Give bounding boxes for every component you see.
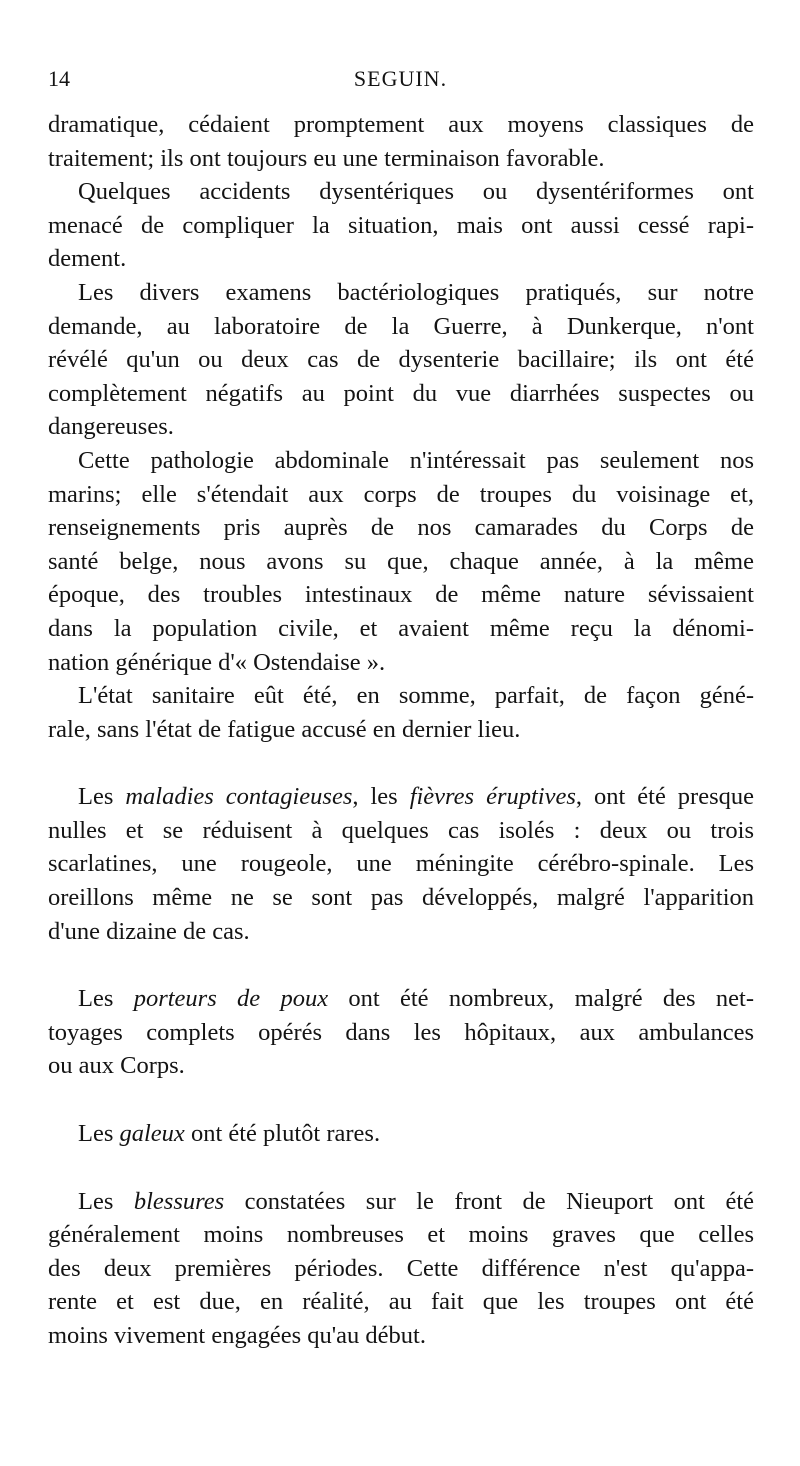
text-line: dement. [48, 245, 127, 273]
paragraph-5 [48, 679, 754, 746]
italic-term: porteurs de poux [133, 985, 329, 1013]
paragraph-8 [48, 1117, 754, 1151]
text-line: nulles et se réduisent à quelques cas isolés : deux ou trois [48, 816, 754, 844]
text-line: moins vivement engagées qu'au début. [48, 1322, 426, 1349]
paragraph-gap [48, 1083, 754, 1117]
paragraph-9 [48, 1185, 754, 1353]
paragraph-gap [48, 948, 754, 982]
text-line: d'une dizaine de cas. [48, 917, 250, 945]
text-line: L'état sanitaire eût été, en somme, parfait, de façon géné- [78, 682, 754, 710]
text-run: Les [78, 1120, 120, 1148]
text-line: oreillons même ne se sont pas développés, malgré l'apparition [48, 884, 754, 912]
text-line: époque, des troubles intestinaux de même nature sévissaient [48, 581, 754, 609]
text-line: des deux premières périodes. Cette différence n'est qu'appa- [48, 1254, 754, 1282]
text-line: menacé de compliquer la situation, mais ont aussi cessé rapi- [48, 211, 754, 239]
text-run: Les [78, 985, 134, 1013]
text-run: Les [78, 1187, 134, 1215]
italic-term: galeux [119, 1120, 185, 1148]
page-header [48, 66, 753, 98]
text-line: rente et est due, en réalité, au fait que les troupes ont été [48, 1288, 754, 1316]
paragraph-gap [48, 1151, 754, 1185]
text-run: constatées sur le front de Nieuport ont été [224, 1187, 754, 1215]
text-line: toyages complets opérés dans les hôpitaux, aux ambulances [48, 1018, 754, 1046]
text-line: dramatique, cédaient promptement aux moyens classiques de [48, 111, 754, 138]
text-line: dans la population civile, et avaient même reçu la dénomi- [48, 614, 754, 642]
text-line [48, 982, 754, 1016]
text-run: , ont été presque [575, 783, 755, 811]
italic-term: blessures [133, 1187, 225, 1215]
text-line: renseignements pris auprès de nos camarades du Corps de [48, 514, 754, 542]
running-head: SEGUIN. [353, 66, 448, 91]
text-run: ont été plutôt rares. [184, 1120, 381, 1148]
text-line: marins; elle s'étendait aux corps de troupes du voisinage et, [48, 480, 754, 508]
text-line: nation générique d'« Ostendaise ». [48, 648, 386, 676]
text-line: scarlatines, une rougeole, une méningite cérébro-spinale. Les [48, 850, 754, 878]
paragraph-3 [48, 276, 754, 444]
page-number: 14 [48, 66, 70, 91]
text-line: révélé qu'un ou deux cas de dysenterie bacillaire; ils ont été [48, 346, 754, 374]
text-line: complètement négatifs au point du vue diarrhées suspectes ou [48, 379, 754, 407]
text-line: ou aux Corps. [48, 1052, 185, 1080]
text-line: demande, au laboratoire de la Guerre, à Dunkerque, n'ont [48, 312, 754, 340]
paragraph-gap [48, 746, 754, 780]
text-line: dangereuses. [48, 413, 174, 441]
text-line: Cette pathologie abdominale n'intéressait pas seulement nos [78, 446, 754, 474]
text-run: , les [352, 783, 410, 811]
text-line [48, 1117, 754, 1151]
paragraph-6 [48, 780, 754, 948]
paragraph-1 [48, 108, 754, 175]
text-line: Quelques accidents dysentériques ou dysentériformes ont [78, 178, 754, 206]
text-line: Les divers examens bactériologiques pratiqués, sur notre [78, 278, 754, 306]
text-line: traitement; ils ont toujours eu une terminaison favorable. [48, 144, 605, 172]
italic-term: maladies contagieuses [125, 783, 353, 811]
body-text [48, 108, 754, 1353]
text-line [48, 780, 754, 814]
paragraph-2 [48, 175, 754, 276]
text-run: Les [78, 783, 126, 811]
italic-term: fièvres éruptives [409, 783, 576, 811]
text-line: rale, sans l'état de fatigue accusé en dernier lieu. [48, 715, 521, 743]
text-line [48, 1185, 754, 1219]
paragraph-4 [48, 444, 754, 679]
text-run: ont été nombreux, malgré des net- [328, 985, 754, 1013]
text-line: généralement moins nombreuses et moins graves que celles [48, 1221, 754, 1249]
paragraph-7 [48, 982, 754, 1083]
text-line: santé belge, nous avons su que, chaque année, à la même [48, 547, 754, 575]
